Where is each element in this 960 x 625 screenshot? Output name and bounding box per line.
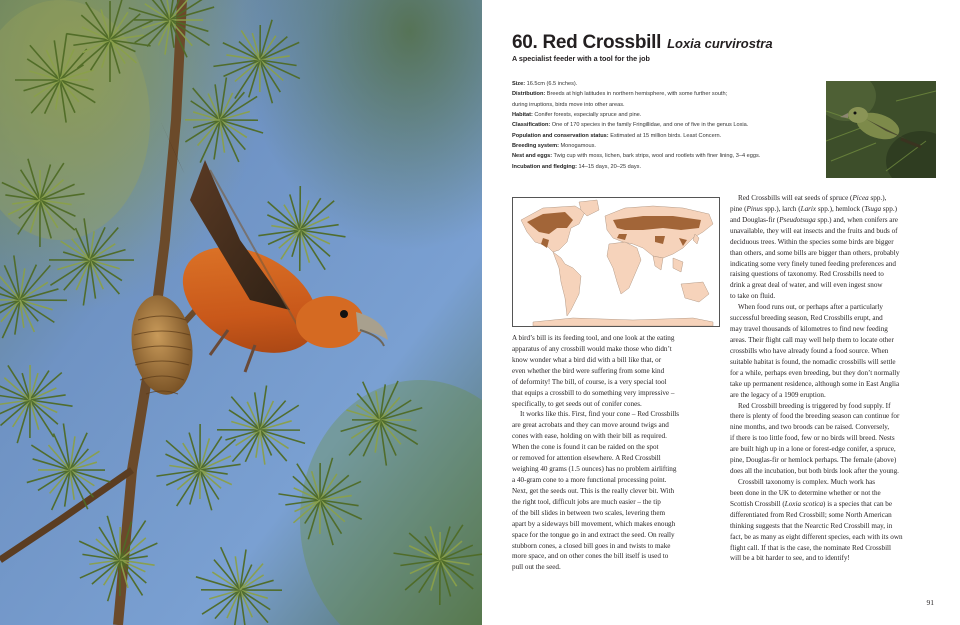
text-line: take up permanent residence, although some in East Anglia [730,379,900,388]
fact-line: Classification: One of 170 species in the family Fringillidae, and one of five in the genus Loxia. [512,122,749,129]
text-line: stubborn cones, a closed bill goes in and twists to make [512,541,671,550]
text-line: been done in the UK to determine whether or not the [730,488,881,497]
text-line: Next, get the seeds out. This is the really clever bit. With [512,486,675,495]
text-line: Scottish Crossbill (Loxia scotica) is a species that can be [730,499,893,508]
text-line: of deformity! The bill, of course, is a very special tool [512,377,667,386]
text-line: than others, and some bills are bigger than others, probably [730,248,900,257]
text-line: flight call. If that is the case, the nominate Red Crossbill [730,543,892,552]
text-line: are built high up in a lone or forest-edge conifer, a spruce, [730,445,896,454]
text-line: are the legacy of a 1909 eruption. [730,390,826,399]
text-line: nine months, and two broods can be raised. Conversely, [730,423,890,432]
text-line: for a while, perhaps even breeding, but they don’t normally [730,368,900,377]
text-line: does all the incubation, but both birds look after the young. [730,467,899,476]
fact-line: during irruptions, birds move into other areas. [512,101,625,108]
female-crossbill-photo [826,81,936,178]
text-line: When food runs out, or perhaps after a particularly [738,303,883,312]
text-line: pine (Pinus spp.), larch (Larix spp.), hemlock (Tsuga spp.) [730,204,897,213]
text-line: space for the tongue go in and extract the seed. On really [512,530,675,539]
text-line: differentiated from Red Crossbill; some North American [730,510,892,519]
text-line: crossbills who have already found a food source. When [730,346,889,355]
text-line: fact, be as many as eight different species, each with its own [730,532,903,541]
text-line: drink a great deal of water, and will even ingest snow [730,281,883,290]
text-line: suitable habitat is found, the nomadic crossbills will settle [730,357,896,366]
text-line: Red Crossbill breeding is triggered by food supply. If [738,401,891,410]
fact-line: Incubation and fledging: 14–15 days, 20–25 days. [512,163,642,170]
species-title [512,32,773,54]
text-line: apparatus of any crossbill would make those who didn’t [512,344,672,353]
text-line: more space, and on other cones the bill itself is used to [512,552,669,561]
text-line: Red Crossbills will eat seeds of spruce (Picea spp.), [738,194,887,202]
text-line: even whether the bird were suffering from some kind [512,366,665,375]
text-line: there is plenty of food the breeding season can continue for [730,412,900,421]
text-line: cones with ease, holding on with their bill as required. [512,432,667,441]
text-line: apart by a sideways bill movement, which makes enough [512,519,676,528]
text-line: and Douglas-fir (Pseudotsuga spp.) and, when conifers are [730,215,898,224]
text-line: unavailable, they will eat insects and the fruits and buds of [730,226,898,235]
text-line: deciduous trees. Within the species some birds are bigger [730,237,894,246]
text-line: of the bill slides in between two scales, levering them [512,508,666,517]
text-line: pine, Douglas-fir or hemlock perhaps. The female (above) [730,456,897,465]
fact-line: Size: 16.5cm (6.5 inches). [512,81,578,87]
text-line: specifically, to get seeds out of conifer cones. [512,399,642,408]
body-text-right-column [730,193,940,564]
species-subtitle: A specialist feeder with a tool for the job [512,54,650,63]
page-number: 91 [926,598,934,607]
fact-line: Habitat: Conifer forests, especially spruce and pine. [512,112,642,119]
text-line: areas. Their flight call may well help them to locate other [730,335,894,344]
species-latin-name: Loxia curvirostra [667,36,773,51]
text-line: or removed for attention elsewhere. A Red Crossbill [512,454,661,463]
text-line: Crossbill taxonomy is complex. Much work has [738,477,876,486]
text-line: may travel thousands of kilometres to find new feeding [730,325,888,334]
text-line: that equips a crossbill to do something very impressive – [512,388,675,397]
fact-box [512,79,812,172]
text-line: A bird’s bill is its feeding tool, and one look at the eating [512,334,675,342]
body-text-left-column [512,333,724,573]
species-common-name: 60. Red Crossbill [512,32,662,53]
fact-line: Population and conservation status: Estimated at 15 million birds. Least Concern. [512,132,722,139]
text-line: It works like this. First, find your cone – Red Crossbills [520,410,680,419]
text-line: successful breeding season, Red Crossbills erupt, and [730,314,883,323]
text-line: will be a bit harder to see, and to identify! [730,554,850,563]
text-line: indicating some very finely tuned feeding preferences and [730,259,896,268]
text-line: weighing 40 grams (1.5 ounces) has no problem airlifting [512,465,677,474]
text-line: to take on fluid. [730,292,776,301]
text-line: pull out the seed. [512,563,561,572]
text-line: thinking suggests that the Nearctic Red Crossbill may, in [730,521,893,530]
text-line: When the cone is found it can be raided on the spot [512,443,659,452]
distribution-map [512,197,720,327]
species-page [482,0,960,625]
text-line: the right tool, difficult jobs are much easier – the tip [512,497,661,506]
text-line: a 40-gram cone to a more functional processing point. [512,475,667,484]
text-line: know wonder what a bird did with a bill like that, or [512,355,662,364]
fact-line: Nest and eggs: Twig cup with moss, lichen, bark strips, wool and rootlets with finer lining, 3–4 eggs. [512,153,761,160]
text-line: are great acrobats and they can move around twigs and [512,421,669,430]
fact-line: Distribution: Breeds at high latitudes in northern hemisphere, with some further south; [512,91,728,98]
fact-line: Breeding system: Monogamous. [512,143,596,150]
text-line: raising questions of taxonomy. Red Crossbills need to [730,270,884,279]
text-line: if there is too little food, few or no birds will breed. Nests [730,434,895,443]
